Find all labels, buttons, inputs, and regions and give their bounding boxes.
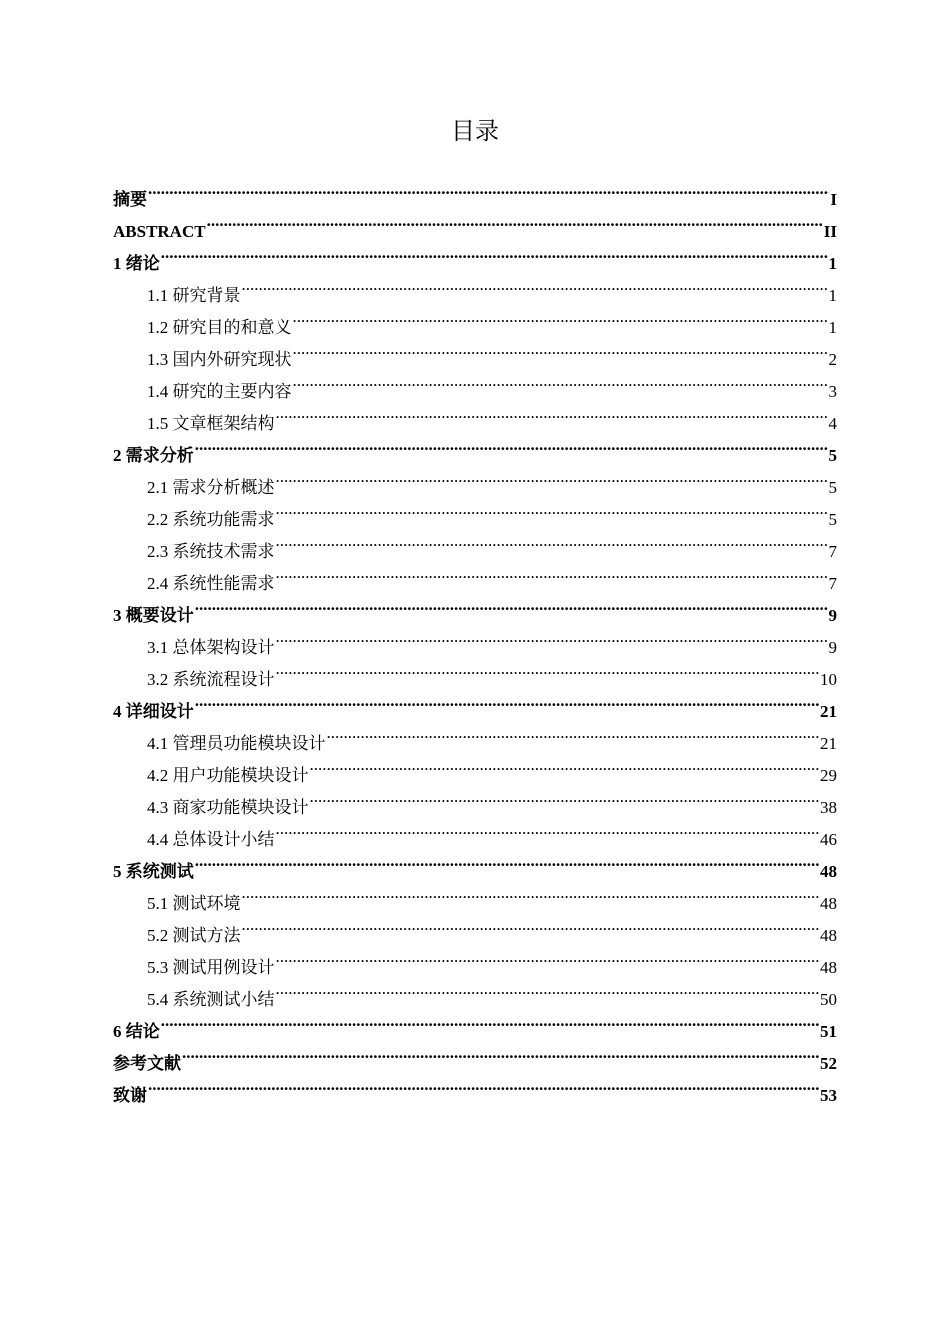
toc-entry-page-number: 4 [828, 414, 837, 433]
toc-leader-dots [195, 685, 819, 717]
toc-entry-label: 4.1 管理员功能模块设计 [147, 734, 326, 753]
toc-leader-dots [161, 1005, 819, 1037]
toc-entry-page-number: 9 [828, 606, 837, 625]
toc-entry-label: 摘要 [113, 190, 147, 209]
toc-entry-label: 3.2 系统流程设计 [147, 670, 275, 689]
toc-entry-label: 1.1 研究背景 [147, 286, 241, 305]
toc-leader-dots [148, 1069, 819, 1101]
toc-entry-label: 2.2 系统功能需求 [147, 510, 275, 529]
toc-entry-label: 4 详细设计 [113, 702, 194, 721]
toc-entry-label: 3.1 总体架构设计 [147, 638, 275, 657]
toc-entry-label: 5.3 测试用例设计 [147, 958, 275, 977]
toc-entry[interactable] [113, 205, 837, 241]
toc-entry-label: 3 概要设计 [113, 606, 194, 625]
toc-leader-dots [276, 621, 828, 653]
toc-entry-label: 1.4 研究的主要内容 [147, 382, 292, 401]
toc-entry-page-number: 52 [820, 1054, 837, 1073]
toc-entry-page-number: 1 [828, 286, 837, 305]
toc-entry-page-number: 1 [828, 254, 837, 273]
toc-leader-dots [276, 813, 820, 845]
toc-entry-label: 参考文献 [113, 1054, 181, 1073]
toc-entry-label: 2.1 需求分析概述 [147, 478, 275, 497]
table-of-contents [113, 173, 837, 1105]
toc-entry-label: 4.3 商家功能模块设计 [147, 798, 309, 817]
toc-entry-label: 6 结论 [113, 1022, 160, 1041]
toc-entry-page-number: 5 [828, 446, 837, 465]
toc-entry[interactable] [113, 269, 837, 305]
toc-leader-dots [242, 909, 820, 941]
toc-entry-page-number: 51 [820, 1022, 837, 1041]
toc-leader-dots [207, 205, 823, 237]
toc-leader-dots [276, 493, 828, 525]
toc-leader-dots [276, 525, 828, 557]
toc-entry-page-number: 48 [820, 958, 837, 977]
page-title: 目录 [451, 117, 499, 145]
toc-leader-dots [276, 461, 828, 493]
toc-entry-page-number: II [823, 222, 837, 241]
toc-leader-dots [195, 429, 828, 461]
toc-entry-page-number: 3 [828, 382, 837, 401]
toc-entry[interactable] [113, 461, 837, 497]
toc-entry-label: 致谢 [113, 1086, 147, 1105]
toc-entry-label: 5.1 测试环境 [147, 894, 241, 913]
toc-entry[interactable] [113, 685, 837, 721]
toc-leader-dots [327, 717, 820, 749]
toc-entry-label: 1.2 研究目的和意义 [147, 318, 292, 337]
toc-leader-dots [148, 173, 829, 205]
toc-leader-dots [276, 557, 828, 589]
toc-entry-label: 1.3 国内外研究现状 [147, 350, 292, 369]
toc-leader-dots [276, 973, 820, 1005]
toc-entry-page-number: 9 [828, 638, 837, 657]
toc-entry-page-number: 2 [828, 350, 837, 369]
toc-leader-dots [293, 301, 828, 333]
toc-entry-page-number: I [830, 190, 837, 209]
toc-entry-page-number: 46 [820, 830, 837, 849]
toc-leader-dots [182, 1037, 819, 1069]
toc-entry[interactable] [113, 717, 837, 753]
toc-entry-label: 5.2 测试方法 [147, 926, 241, 945]
toc-entry-page-number: 10 [820, 670, 837, 689]
toc-entry-page-number: 50 [820, 990, 837, 1009]
toc-entry[interactable] [113, 237, 837, 273]
toc-leader-dots [195, 589, 828, 621]
toc-entry[interactable] [113, 429, 837, 465]
toc-entry[interactable] [113, 173, 837, 209]
toc-leader-dots [276, 653, 820, 685]
toc-leader-dots [293, 365, 828, 397]
toc-entry-page-number: 48 [820, 862, 837, 881]
toc-entry-label: 1 绪论 [113, 254, 160, 273]
toc-entry[interactable] [113, 1005, 837, 1041]
toc-entry-page-number: 48 [820, 894, 837, 913]
toc-entry[interactable] [113, 589, 837, 625]
toc-entry[interactable] [113, 621, 837, 657]
toc-leader-dots [276, 397, 828, 429]
toc-entry-label: 2.3 系统技术需求 [147, 542, 275, 561]
toc-entry-label: 2.4 系统性能需求 [147, 574, 275, 593]
toc-entry-page-number: 5 [828, 478, 837, 497]
toc-entry-page-number: 38 [820, 798, 837, 817]
toc-entry-label: ABSTRACT [113, 222, 206, 241]
toc-leader-dots [242, 269, 828, 301]
toc-entry-label: 1.5 文章框架结构 [147, 414, 275, 433]
toc-entry[interactable] [113, 877, 837, 913]
toc-entry-label: 4.2 用户功能模块设计 [147, 766, 309, 785]
toc-leader-dots [242, 877, 820, 909]
toc-leader-dots [293, 333, 828, 365]
toc-entry-label: 5.4 系统测试小结 [147, 990, 275, 1009]
toc-entry-page-number: 21 [820, 702, 837, 721]
toc-entry-label: 2 需求分析 [113, 446, 194, 465]
toc-entry[interactable] [113, 845, 837, 881]
toc-leader-dots [276, 941, 820, 973]
toc-leader-dots [310, 781, 820, 813]
toc-entry-page-number: 7 [828, 574, 837, 593]
toc-leader-dots [195, 845, 819, 877]
toc-entry-page-number: 53 [820, 1086, 837, 1105]
toc-entry-label: 4.4 总体设计小结 [147, 830, 275, 849]
toc-entry-label: 5 系统测试 [113, 862, 194, 881]
toc-entry-page-number: 48 [820, 926, 837, 945]
toc-entry[interactable] [113, 1069, 837, 1105]
toc-leader-dots [310, 749, 820, 781]
toc-entry-page-number: 29 [820, 766, 837, 785]
toc-entry-page-number: 21 [820, 734, 837, 753]
toc-entry-page-number: 5 [828, 510, 837, 529]
toc-leader-dots [161, 237, 828, 269]
toc-entry-page-number: 1 [828, 318, 837, 337]
toc-entry-page-number: 7 [828, 542, 837, 561]
toc-entry[interactable] [113, 1037, 837, 1073]
